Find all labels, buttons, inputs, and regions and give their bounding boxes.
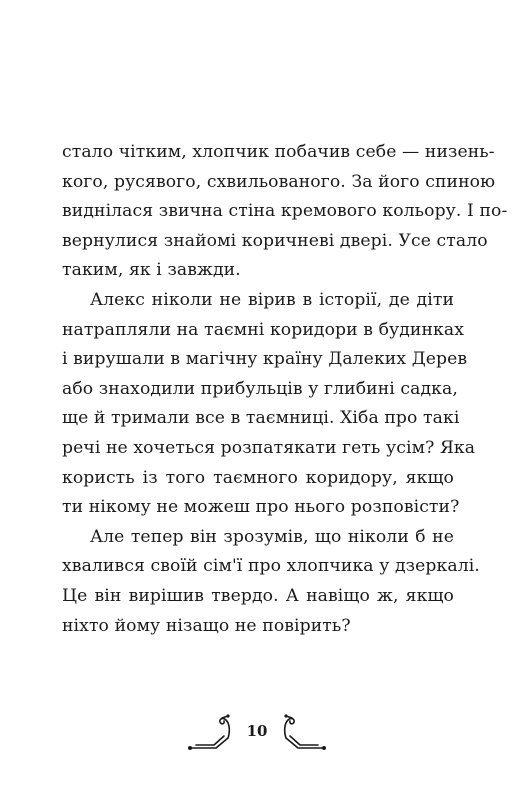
text-line: ще й тримали все в таємниці. Хіба про такі	[62, 408, 460, 429]
text-line: користь із того таємного коридору, якщо	[62, 467, 454, 488]
page-footer	[0, 706, 515, 756]
text-line: хвалився своїй сім'ї про хлопчика у дзеркалі.	[62, 556, 480, 577]
text-line: вернулися знайомі коричневі двері. Усе стало	[62, 230, 488, 251]
text-line: і вирушали в магічну країну Далеких Дерев	[62, 349, 468, 370]
text-line: кого, русявого, схвильованого. За його спиною	[62, 171, 496, 192]
text-line: стало чітким, хлопчик побачив себе — низень-	[62, 142, 495, 162]
swirl-ornament-icon	[186, 712, 238, 752]
text-line: речі не хочеться розпатякати геть усім? Яка	[62, 437, 476, 458]
swirl-ornament-icon	[276, 712, 328, 752]
text-line: виднілася звична стіна кремового кольору. І по-	[62, 201, 508, 222]
body-text	[62, 138, 508, 641]
text-line: або знаходили прибульців у глибині садка,	[62, 378, 458, 399]
page-number: 10	[246, 722, 268, 740]
text-line: таким, як і завжди.	[62, 260, 241, 281]
text-line: Алекс ніколи не вірив в історії, де діти	[90, 289, 454, 310]
text-line: ти нікому не можеш про нього розповісти?	[62, 497, 460, 518]
text-line: Але тепер він зрозумів, що ніколи б не	[90, 526, 454, 547]
text-line: ніхто йому нізащо не повірить?	[62, 615, 351, 636]
text-line: Це він вирішив твердо. А навіщо ж, якщо	[62, 585, 454, 606]
text-line: натрапляли на таємні коридори в будинках	[62, 319, 465, 340]
